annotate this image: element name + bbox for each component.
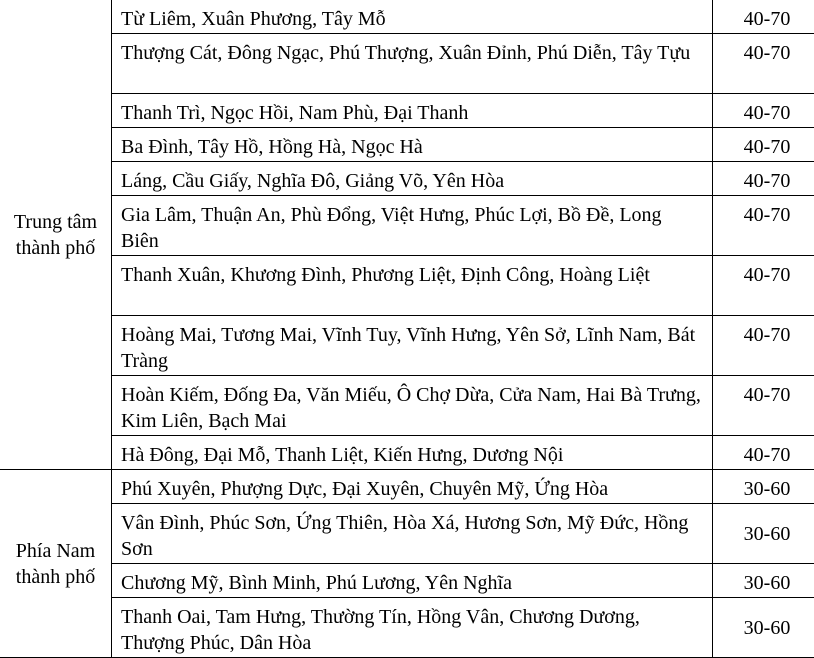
wards-cell: Thượng Cát, Đông Ngạc, Phú Thượng, Xuân Đỉnh, Phú Diễn, Tây Tựu: [112, 34, 713, 94]
range-cell: 30-60: [713, 470, 814, 504]
range-cell: 40-70: [713, 0, 814, 34]
wards-cell: Hoàng Mai, Tương Mai, Vĩnh Tuy, Vĩnh Hưng, Yên Sở, Lĩnh Nam, Bát Tràng: [112, 316, 713, 376]
table-row: [0, 196, 814, 256]
table-row: [0, 0, 814, 34]
wards-cell: Láng, Cầu Giấy, Nghĩa Đô, Giảng Võ, Yên Hòa: [112, 162, 713, 196]
range-cell: 40-70: [713, 376, 814, 436]
table-row: [0, 162, 814, 196]
range-cell: 30-60: [713, 598, 814, 658]
region-label: Phía Nam thành phố: [0, 538, 111, 590]
wards-cell: Thanh Xuân, Khương Đình, Phương Liệt, Định Công, Hoàng Liệt: [112, 256, 713, 316]
table-row: [0, 256, 814, 316]
table-row: [0, 34, 814, 94]
wards-cell: Thanh Trì, Ngọc Hồi, Nam Phù, Đại Thanh: [112, 94, 713, 128]
region-cell: [0, 470, 112, 658]
region-label: Trung tâm thành phố: [0, 209, 111, 261]
wards-cell: Từ Liêm, Xuân Phương, Tây Mỗ: [112, 0, 713, 34]
region-cell: [0, 0, 112, 470]
table-row: [0, 504, 814, 564]
range-cell: 40-70: [713, 94, 814, 128]
table-row: [0, 316, 814, 376]
wards-cell: Hà Đông, Đại Mỗ, Thanh Liệt, Kiến Hưng, Dương Nội: [112, 436, 713, 470]
range-cell: 40-70: [713, 256, 814, 316]
range-cell: 40-70: [713, 128, 814, 162]
table-row: [0, 376, 814, 436]
wards-cell: Vân Đình, Phúc Sơn, Ứng Thiên, Hòa Xá, Hương Sơn, Mỹ Đức, Hồng Sơn: [112, 504, 713, 564]
wards-cell: Hoàn Kiếm, Đống Đa, Văn Miếu, Ô Chợ Dừa, Cửa Nam, Hai Bà Trưng, Kim Liên, Bạch Mai: [112, 376, 713, 436]
range-cell: 40-70: [713, 316, 814, 376]
table-row: [0, 564, 814, 598]
range-cell: 30-60: [713, 504, 814, 564]
range-cell: 30-60: [713, 564, 814, 598]
range-cell: 40-70: [713, 196, 814, 256]
wards-cell: Thanh Oai, Tam Hưng, Thường Tín, Hồng Vân, Chương Dương, Thượng Phúc, Dân Hòa: [112, 598, 713, 658]
wards-cell: Gia Lâm, Thuận An, Phù Đổng, Việt Hưng, Phúc Lợi, Bồ Đề, Long Biên: [112, 196, 713, 256]
range-cell: 40-70: [713, 34, 814, 94]
range-cell: 40-70: [713, 436, 814, 470]
wards-cell: Phú Xuyên, Phượng Dực, Đại Xuyên, Chuyên Mỹ, Ứng Hòa: [112, 470, 713, 504]
table-row: [0, 94, 814, 128]
table-row: [0, 436, 814, 470]
table-row: [0, 128, 814, 162]
table-row: [0, 470, 814, 504]
wards-cell: Chương Mỹ, Bình Minh, Phú Lương, Yên Nghĩa: [112, 564, 713, 598]
wards-cell: Ba Đình, Tây Hồ, Hồng Hà, Ngọc Hà: [112, 128, 713, 162]
table-row: [0, 598, 814, 658]
range-cell: 40-70: [713, 162, 814, 196]
